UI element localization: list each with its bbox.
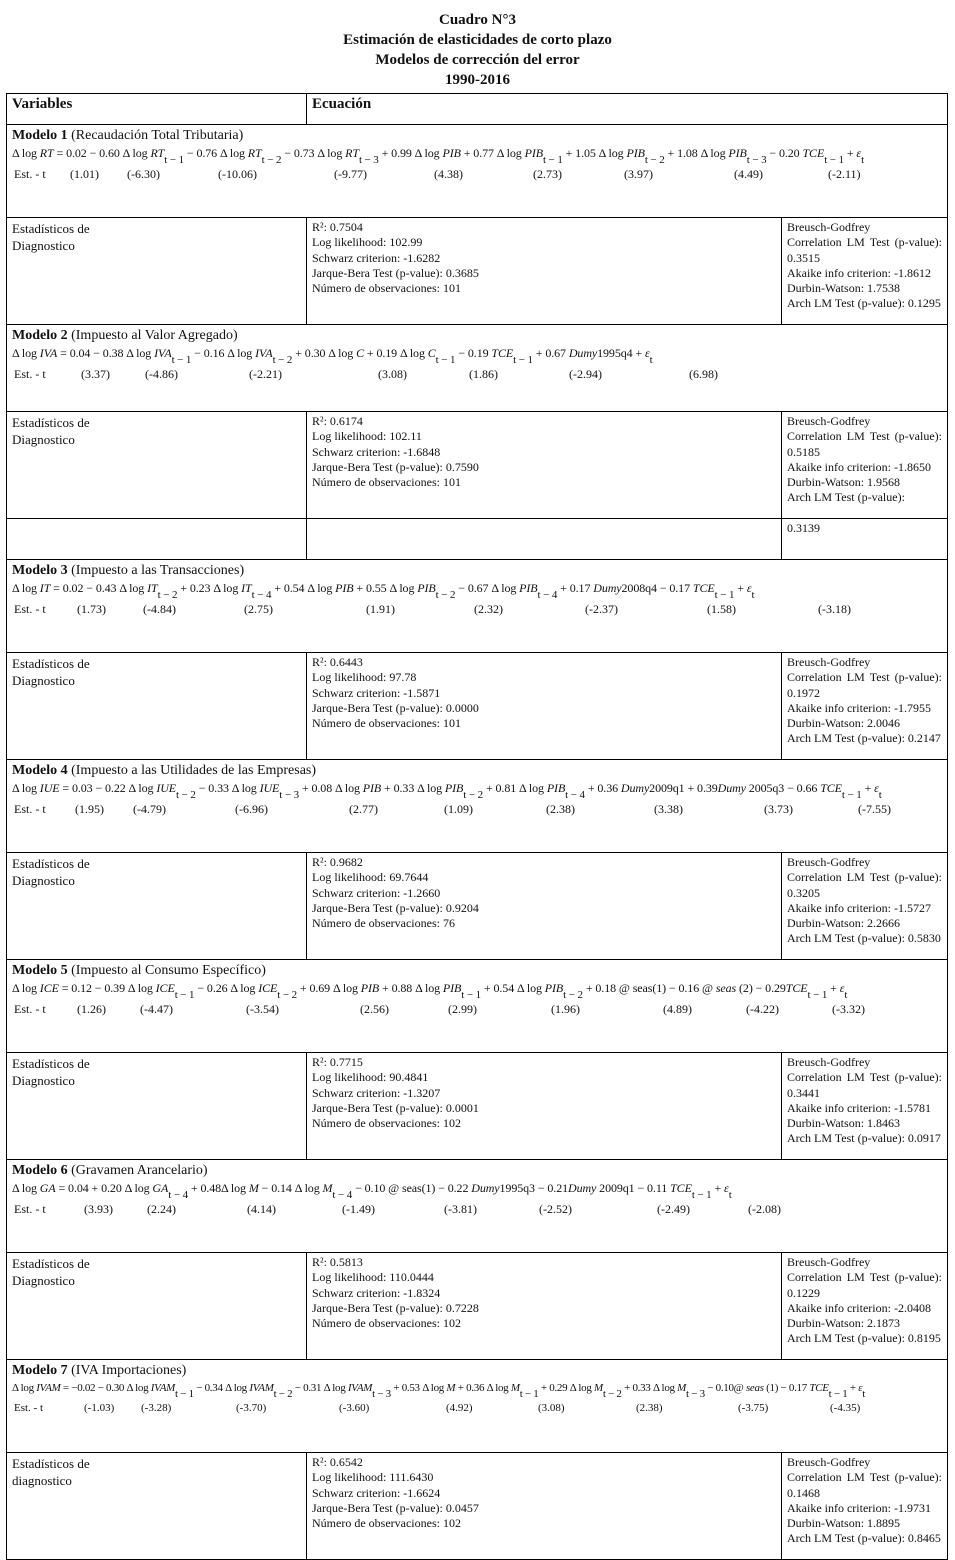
test-arch: Arch LM Test (p-value): 0.5830 [787,931,941,946]
stat-observations: Número de observaciones: 102 [312,1516,461,1531]
t-stat: (-6.30) [127,167,160,181]
diagnostics-label: Estadísticos de diagnostico [7,1453,307,1560]
diagnostics-row [7,853,948,960]
diagnostics-label: Estadísticos de Diagnostico [7,653,307,760]
t-stat: (-3.81) [444,1202,477,1216]
t-stat: (-1.49) [342,1202,375,1216]
stat-schwarz: Schwarz criterion: -1.8324 [312,1285,441,1300]
test-breusch: Breusch-Godfrey [787,855,871,869]
t-stat: (2.38) [636,1402,663,1414]
stat-r2: R²: 0.6443 [312,655,363,669]
stat-jarque-bera: Jarque-Bera Test (p-value): 0.0457 [312,1500,479,1515]
diagnostics-tests [782,653,948,760]
stat-loglik: Log likelihood: 111.6430 [312,1470,434,1485]
test-correlation: Correlation LM Test (p-value): 0.1229 [787,1270,942,1300]
t-stat: (-9.77) [334,167,367,181]
model-4-cell [7,760,948,853]
diagnostics-tests-continued [782,519,948,560]
est-label: Est. - t [14,802,46,816]
diagnostics-row [7,1453,948,1560]
test-breusch: Breusch-Godfrey [787,414,871,428]
t-stat: (1.91) [366,602,395,616]
model-row [7,1360,948,1453]
test-akaike: Akaike info criterion: -1.8650 [787,459,931,474]
t-stat: (2.73) [533,167,562,181]
est-label: Est. - t [14,1202,46,1216]
model-2-cell [7,325,948,412]
stat-loglik: Log likelihood: 69.7644 [312,870,429,885]
t-stats-row [12,602,942,620]
t-stat: (-4.35) [830,1402,861,1414]
t-stat: (2.32) [474,602,503,616]
t-stat: (3.08) [378,367,407,381]
stat-jarque-bera: Jarque-Bera Test (p-value): 0.0001 [312,1100,479,1115]
diagnostics-stats [307,1453,782,1560]
stat-schwarz: Schwarz criterion: -1.2660 [312,885,441,900]
diagnostics-tests [782,853,948,960]
stat-r2: R²: 0.7715 [312,1055,363,1069]
stat-jarque-bera: Jarque-Bera Test (p-value): 0.9204 [312,900,479,915]
stat-schwarz: Schwarz criterion: -1.6282 [312,250,441,265]
t-stat: (3.08) [538,1402,565,1414]
model-equation: Δ log GA = 0.04 + 0.20 Δ $\log GA_{t - 4} + 0.48\Delta$ log M − 0.14 Δ $\log M_{t - 4} - 0.10$ @ seas(1) − 0.22 Dumy1995q3 − 0.21Dumy 2009q1 − 0.11 $TCE_{t - 1} + \varepsilon_t$ [12,1181,732,1201]
test-durbin-watson: Durbin-Watson: 1.7538 [787,281,901,296]
test-arch-value: 0.3139 [787,521,820,535]
t-stat: (1.86) [469,367,498,381]
diagnostics-stats [307,218,782,325]
diagnostics-label: Estadísticos de Diagnostico [7,218,307,325]
est-label: Est. - t [14,167,46,181]
diagnostics-tests [782,412,948,519]
model-title: Modelo 2 (Impuesto al Valor Agregado) [12,328,238,343]
diagnostics-tests [782,1453,948,1560]
test-durbin-watson: Durbin-Watson: 1.9568 [787,475,901,490]
t-stat: (-4.22) [746,1002,779,1016]
diagnostics-tests [782,1053,948,1160]
t-stat: (-4.79) [133,802,166,816]
t-stat: (2.77) [349,802,378,816]
t-stat: (1.58) [707,602,736,616]
t-stat: (1.09) [444,802,473,816]
t-stat: (-2.94) [569,367,602,381]
diagnostics-tests [782,218,948,325]
diagnostics-row [7,1253,948,1360]
stat-loglik: Log likelihood: 90.4841 [312,1070,429,1085]
test-breusch: Breusch-Godfrey [787,1255,871,1269]
stat-r2: R²: 0.9682 [312,855,363,869]
test-correlation: Correlation LM Test (p-value): 0.5185 [787,429,942,459]
stat-schwarz: Schwarz criterion: -1.6848 [312,444,441,459]
model-equation: Δ log RT = 0.02 − 0.60 Δ $\log RT_{t - 1} - 0.76$ Δ $\log RT_{t - 2} - 0.73$ Δ $\log RT_{t - 3} + 0.99$ Δ log PIB + 0.77 Δ $\log PIB_{t - 1} + 1.05$ Δ $\log PIB_{t - 2} + 1.08$ Δ $\log PIB_{t - 3} - 0.20$ $TCE_{t - 1} + \varepsilon_t$ [12,146,865,166]
caption-number: Cuadro N°3 [439,12,516,28]
model-equation: Δ log IVAM = −0.02 − 0.30 Δ $\log IVAM_{t - 1} - 0.34$ Δ $\log IVAM_{t - 2} - 0.31$ Δ $\log IVAM_{t - 3} + 0.53$ Δ log M + 0.36 Δ $\log M_{t - 1} + 0.29$ Δ $\log M_{t - 2} + 0.33$ Δ $\log M_{t - 3}$ − 0.10@ seas (1) − 0.17 $TCE_{t - 1} + \varepsilon_t$ [12,1382,866,1400]
test-correlation: Correlation LM Test (p-value): 0.3205 [787,870,942,900]
est-label: Est. - t [14,1002,46,1016]
caption-subtitle: Modelos de corrección del error [375,52,580,68]
t-stat: (3.73) [764,802,793,816]
model-title: Modelo 3 (Impuesto a las Transacciones) [12,563,245,578]
t-stats-row [12,367,942,385]
t-stat: (-2.11) [828,167,861,181]
est-label: Est. - t [14,1402,44,1414]
test-arch: Arch LM Test (p-value): 0.1295 [787,296,941,311]
t-stat: (-1.03) [84,1402,115,1414]
test-arch: Arch LM Test (p-value): 0.8195 [787,1331,941,1346]
t-stat: (2.38) [546,802,575,816]
diagnostics-stats [307,1253,782,1360]
t-stat: (-10.06) [218,167,257,181]
diagnostics-label: Estadísticos de Diagnostico [7,1053,307,1160]
t-stat: (-3.75) [738,1402,769,1414]
model-row [7,125,948,218]
empty-cell [307,519,782,560]
t-stat: (3.37) [81,367,110,381]
t-stat: (-4.84) [143,602,176,616]
test-akaike: Akaike info criterion: -1.5781 [787,1100,931,1115]
t-stats-row [12,1202,942,1220]
t-stat: (4.49) [734,167,763,181]
t-stat: (-6.96) [235,802,268,816]
model-title: Modelo 4 (Impuesto a las Utilidades de las Empresas) [12,763,317,778]
stat-r2: R²: 0.6174 [312,414,363,428]
t-stats-row [12,1002,942,1020]
diagnostics-stats [307,1053,782,1160]
t-stats-row [12,802,942,820]
model-row [7,760,948,853]
t-stat: (1.01) [70,167,99,181]
diagnostics-row [7,218,948,325]
test-arch: Arch LM Test (p-value): [787,490,905,505]
test-durbin-watson: Durbin-Watson: 1.8463 [787,1116,901,1131]
stat-jarque-bera: Jarque-Bera Test (p-value): 0.7590 [312,459,479,474]
diagnostics-stats [307,412,782,519]
model-7-cell [7,1360,948,1453]
t-stat: (2.75) [244,602,273,616]
est-label: Est. - t [14,602,46,616]
t-stat: (2.56) [360,1002,389,1016]
model-row [7,960,948,1053]
stat-loglik: Log likelihood: 102.11 [312,429,422,444]
stat-jarque-bera: Jarque-Bera Test (p-value): 0.7228 [312,1300,479,1315]
stat-schwarz: Schwarz criterion: -1.6624 [312,1485,441,1500]
test-durbin-watson: Durbin-Watson: 2.0046 [787,716,901,731]
empty-row [7,519,948,560]
t-stat: (-2.21) [249,367,282,381]
test-akaike: Akaike info criterion: -1.7955 [787,700,931,715]
test-durbin-watson: Durbin-Watson: 2.2666 [787,916,901,931]
header-variables: Variables [7,94,307,125]
model-equation: Δ log ICE = 0.12 − 0.39 Δ $\log ICE_{t - 1} - 0.26$ Δ $\log ICE_{t - 2} + 0.69$ Δ log PIB + 0.88 Δ $\log PIB_{t - 1} + 0.54$ Δ $\log PIB_{t - 2} + 0.18$ @ seas(1) − 0.16 @ seas $(2) - 0.29TCE_{t - 1} + \varepsilon_t$ [12,981,848,1001]
caption-title: Estimación de elasticidades de corto plazo [343,32,612,48]
t-stat: (6.98) [689,367,718,381]
diagnostics-row [7,653,948,760]
empty-cell [7,519,307,560]
t-stat: (-3.70) [236,1402,267,1414]
test-breusch: Breusch-Godfrey [787,220,871,234]
test-durbin-watson: Durbin-Watson: 1.8895 [787,1516,901,1531]
test-correlation: Correlation LM Test (p-value): 0.1972 [787,670,942,700]
stat-schwarz: Schwarz criterion: -1.3207 [312,1085,441,1100]
t-stat: (2.99) [448,1002,477,1016]
diagnostics-row [7,1053,948,1160]
test-akaike: Akaike info criterion: -2.0408 [787,1300,931,1315]
model-row [7,325,948,412]
t-stat: (-3.54) [246,1002,279,1016]
stat-r2: R²: 0.6542 [312,1455,363,1469]
test-durbin-watson: Durbin-Watson: 2.1873 [787,1316,901,1331]
test-correlation: Correlation LM Test (p-value): 0.3515 [787,235,942,265]
t-stats-row [12,167,942,185]
stat-r2: R²: 0.7504 [312,220,363,234]
t-stat: (-3.32) [832,1002,865,1016]
stat-observations: Número de observaciones: 101 [312,716,461,731]
model-1-cell [7,125,948,218]
stat-observations: Número de observaciones: 101 [312,475,461,490]
diagnostics-stats [307,653,782,760]
model-6-cell [7,1160,948,1253]
model-title: Modelo 1 (Recaudación Total Tributaria) [12,128,244,143]
model-title: Modelo 5 (Impuesto al Consumo Específico) [12,963,266,978]
t-stat: (-3.18) [818,602,851,616]
model-equation: Δ log IUE = 0.03 − 0.22 Δ $\log IUE_{t - 2} - 0.33$ Δ $\log IUE_{t - 3} + 0.08$ Δ log PIB + 0.33 Δ $\log PIB_{t - 2} + 0.81$ Δ $\log PIB_{t - 4} + 0.36$ Dumy2009q1 + 0.39Dumy 2005q3 − 0.66 $TCE_{t - 1} + \varepsilon_t$ [12,781,882,801]
caption-period: 1990-2016 [445,72,510,88]
stat-loglik: Log likelihood: 97.78 [312,670,417,685]
t-stat: (1.96) [551,1002,580,1016]
model-3-cell [7,560,948,653]
stat-jarque-bera: Jarque-Bera Test (p-value): 0.3685 [312,265,479,280]
elasticities-table [6,93,948,1560]
model-title: Modelo 6 (Gravamen Arancelario) [12,1163,208,1178]
stat-observations: Número de observaciones: 102 [312,1316,461,1331]
stat-loglik: Log likelihood: 102.99 [312,235,423,250]
table-header-row [7,94,948,125]
t-stat: (-2.37) [585,602,618,616]
t-stat: (4.89) [663,1002,692,1016]
stat-r2: R²: 0.5813 [312,1255,363,1269]
test-akaike: Akaike info criterion: -1.8612 [787,265,931,280]
t-stat: (-7.55) [858,802,891,816]
test-akaike: Akaike info criterion: -1.9731 [787,1500,931,1515]
t-stat: (4.92) [446,1402,473,1414]
test-correlation: Correlation LM Test (p-value): 0.1468 [787,1470,942,1500]
diagnostics-label: Estadísticos de Diagnostico [7,412,307,519]
stat-schwarz: Schwarz criterion: -1.5871 [312,685,441,700]
model-row [7,1160,948,1253]
t-stat: (1.73) [77,602,106,616]
t-stat: (-3.28) [141,1402,172,1414]
t-stat: (2.24) [147,1202,176,1216]
test-correlation: Correlation LM Test (p-value): 0.3441 [787,1070,942,1100]
test-arch: Arch LM Test (p-value): 0.0917 [787,1131,941,1146]
stat-loglik: Log likelihood: 110.0444 [312,1270,434,1285]
t-stat: (3.97) [624,167,653,181]
t-stat: (-2.49) [657,1202,690,1216]
diagnostics-row [7,412,948,519]
t-stat: (-2.08) [748,1202,781,1216]
t-stat: (-2.52) [539,1202,572,1216]
test-breusch: Breusch-Godfrey [787,1455,871,1469]
t-stat: (3.38) [654,802,683,816]
t-stat: (4.14) [247,1202,276,1216]
t-stat: (1.26) [77,1002,106,1016]
test-akaike: Akaike info criterion: -1.5727 [787,900,931,915]
stat-observations: Número de observaciones: 101 [312,281,461,296]
stat-observations: Número de observaciones: 102 [312,1116,461,1131]
est-label: Est. - t [14,367,46,381]
test-arch: Arch LM Test (p-value): 0.2147 [787,731,941,746]
model-equation: Δ log IT = 0.02 − 0.43 Δ $\log IT_{t - 2} + 0.23$ Δ $\log IT_{t - 4} + 0.54$ Δ log PIB + 0.55 Δ $\log PIB_{t - 2} - 0.67$ Δ $\log PIB_{t - 4} + 0.17$ Dumy2008q4 − 0.17 $TCE_{t - 1} + \varepsilon_t$ [12,581,755,601]
diagnostics-label: Estadísticos de Diagnostico [7,1253,307,1360]
test-breusch: Breusch-Godfrey [787,1055,871,1069]
model-row [7,560,948,653]
table-caption [0,10,955,90]
diagnostics-label: Estadísticos de Diagnostico [7,853,307,960]
stat-observations: Número de observaciones: 76 [312,916,455,931]
t-stats-row [12,1402,942,1420]
stat-jarque-bera: Jarque-Bera Test (p-value): 0.0000 [312,700,479,715]
model-title: Modelo 7 (IVA Importaciones) [12,1363,187,1378]
t-stat: (-4.47) [140,1002,173,1016]
model-equation: Δ log IVA = 0.04 − 0.38 Δ $\log IVA_{t - 1} - 0.16$ Δ $\log IVA_{t - 2} + 0.30$ Δ log C + 0.19 Δ $\log C_{t - 1} - 0.19$ $TCE_{t - 1} + 0.67$ Dumy1995q4 + $\varepsilon_t$ [12,346,653,366]
model-5-cell [7,960,948,1053]
test-arch: Arch LM Test (p-value): 0.8465 [787,1531,941,1546]
header-ecuacion: Ecuación [307,94,948,125]
t-stat: (-3.60) [339,1402,370,1414]
t-stat: (3.93) [84,1202,113,1216]
diagnostics-stats [307,853,782,960]
test-breusch: Breusch-Godfrey [787,655,871,669]
diagnostics-tests [782,1253,948,1360]
t-stat: (1.95) [75,802,104,816]
t-stat: (-4.86) [145,367,178,381]
t-stat: (4.38) [434,167,463,181]
